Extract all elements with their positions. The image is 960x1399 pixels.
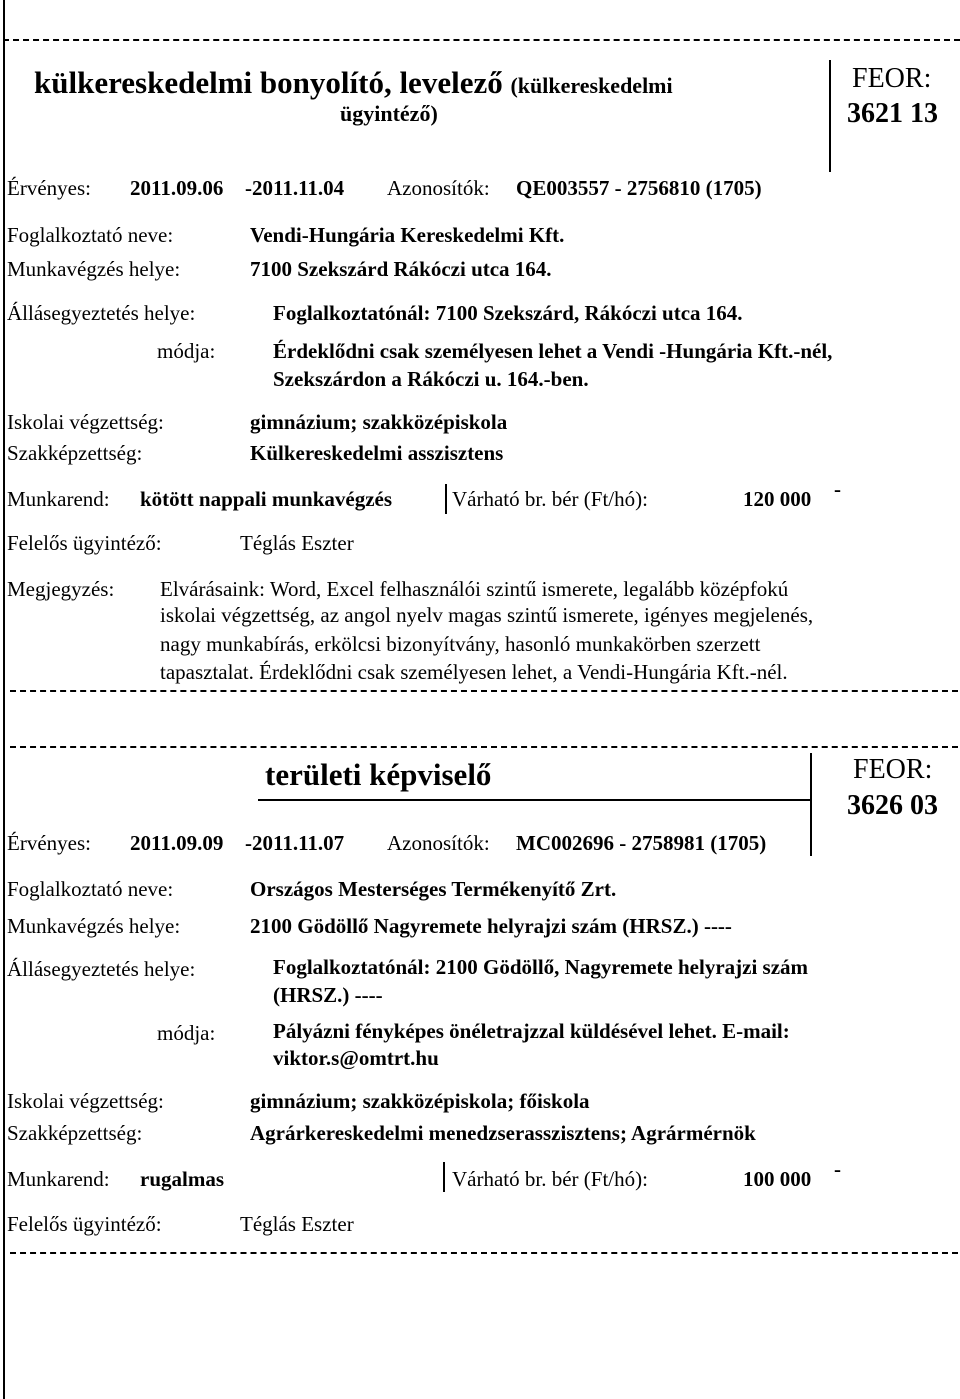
job2-employer-label: Foglalkoztató neve: xyxy=(7,877,174,901)
job2-id-label: Azonosítók: xyxy=(387,831,490,855)
job2-interview-line1: Foglalkoztatónál: 2100 Gödöllő, Nagyremete helyrajzi szám xyxy=(273,955,809,979)
job2-bottom-divider xyxy=(10,1252,958,1254)
job1-method-line2: Szekszárdon a Rákóczi u. 164.-ben. xyxy=(273,367,589,391)
job1-salary-dash: - xyxy=(834,477,841,501)
job1-feor-label: FEOR: xyxy=(852,63,932,94)
job1-method-label: módja: xyxy=(157,339,216,363)
job2-salary-dash: - xyxy=(834,1157,841,1181)
job2-salary: 100 000 xyxy=(743,1167,812,1191)
job1-note-line4: tapasztalat. Érdeklődni csak személyesen lehet, a Vendi-Hungária Kft.-nél. xyxy=(160,660,788,684)
job1-employer-label: Foglalkoztató neve: xyxy=(7,223,174,247)
job1-note-line3: nagy munkabírás, erkölcsi bizonyítvány, hasonló munkakörben szerzett xyxy=(160,632,761,656)
job2-title-underline xyxy=(258,799,811,801)
job1-title-paren: (külkereskedelmi xyxy=(510,73,673,98)
job1-note-label: Megjegyzés: xyxy=(7,577,115,601)
job1-salary-divider xyxy=(445,484,447,514)
job2-employer: Országos Mesterséges Termékenyítő Zrt. xyxy=(250,877,617,901)
job2-salary-label: Várható br. bér (Ft/hó): xyxy=(452,1167,648,1191)
job1-salary-label: Várható br. bér (Ft/hó): xyxy=(452,487,648,511)
job1-officer: Téglás Eszter xyxy=(240,531,354,555)
job1-id: QE003557 - 2756810 (1705) xyxy=(516,176,762,200)
job1-workplace: 7100 Szekszárd Rákóczi utca 164. xyxy=(250,257,552,281)
left-border xyxy=(3,0,5,1399)
job1-officer-label: Felelős ügyintéző: xyxy=(7,531,162,555)
job2-education-label: Iskolai végzettség: xyxy=(7,1089,164,1113)
job2-qualification-label: Szakképzettség: xyxy=(7,1121,143,1145)
job1-bottom-divider xyxy=(10,690,958,692)
job2-officer: Téglás Eszter xyxy=(240,1212,354,1236)
job2-feor-divider xyxy=(810,753,812,856)
job2-valid-to: -2011.11.07 xyxy=(245,831,345,855)
job1-valid-to: -2011.11.04 xyxy=(245,176,345,200)
job1-interview-place: Foglalkoztatónál: 7100 Szekszárd, Rákóczi utca 164. xyxy=(273,301,743,325)
top-dashed-divider xyxy=(3,39,960,41)
job2-education: gimnázium; szakközépiskola; főiskola xyxy=(250,1089,590,1113)
job1-feor-code: 3621 13 xyxy=(847,98,938,129)
job2-method-label: módja: xyxy=(157,1021,216,1045)
job1-title-line2: ügyintéző) xyxy=(340,101,438,126)
job1-note-line1: Elvárásaink: Word, Excel felhasználói szintű ismerete, legalább középfokú xyxy=(160,577,789,601)
job1-method-line1: Érdeklődni csak személyesen lehet a Vendi -Hungária Kft.-nél, xyxy=(273,339,833,363)
job1-salary: 120 000 xyxy=(743,487,812,511)
job1-education-label: Iskolai végzettség: xyxy=(7,410,164,434)
job1-interview-label: Állásegyeztetés helye: xyxy=(7,301,196,325)
job2-valid-from: 2011.09.09 xyxy=(130,831,224,855)
job1-feor-divider xyxy=(829,60,831,172)
job1-qualification-label: Szakképzettség: xyxy=(7,441,143,465)
job1-schedule-label: Munkarend: xyxy=(7,487,110,511)
job1-schedule: kötött nappali munkavégzés xyxy=(140,487,393,511)
job1-valid-from: 2011.09.06 xyxy=(130,176,224,200)
job2-method-line2: viktor.s@omtrt.hu xyxy=(273,1046,439,1070)
job2-qualification: Agrárkereskedelmi menedzserasszisztens; Agrármérnök xyxy=(250,1121,756,1145)
job2-salary-divider xyxy=(443,1162,445,1192)
job2-title: területi képviselő xyxy=(265,757,492,792)
job2-top-divider xyxy=(10,746,958,748)
job2-interview-label: Állásegyeztetés helye: xyxy=(7,957,196,981)
job2-id: MC002696 - 2758981 (1705) xyxy=(516,831,767,855)
job2-feor-label: FEOR: xyxy=(853,754,933,785)
job1-workplace-label: Munkavégzés helye: xyxy=(7,257,181,281)
job2-schedule: rugalmas xyxy=(140,1167,224,1191)
job2-schedule-label: Munkarend: xyxy=(7,1167,110,1191)
job1-qualification: Külkereskedelmi asszisztens xyxy=(250,441,504,465)
job2-valid-label: Érvényes: xyxy=(7,831,91,855)
job1-note-line2: iskolai végzettség, az angol nyelv magas szintű ismerete, igényes megjelenés, xyxy=(160,603,814,627)
job2-workplace-label: Munkavégzés helye: xyxy=(7,914,181,938)
job1-id-label: Azonosítók: xyxy=(387,176,490,200)
job2-feor-code: 3626 03 xyxy=(847,790,938,821)
job2-method-line1: Pályázni fényképes önéletrajzzal küldésével lehet. E-mail: xyxy=(273,1019,790,1043)
job2-workplace: 2100 Gödöllő Nagyremete helyrajzi szám (HRSZ.) ---- xyxy=(250,914,732,938)
job1-title-main: külkereskedelmi bonyolító, levelező xyxy=(34,65,503,100)
job2-interview-line2: (HRSZ.) ---- xyxy=(273,983,383,1007)
job1-valid-label: Érvényes: xyxy=(7,176,91,200)
job1-education: gimnázium; szakközépiskola xyxy=(250,410,508,434)
job1-title xyxy=(34,65,673,101)
job2-officer-label: Felelős ügyintéző: xyxy=(7,1212,162,1236)
job1-employer: Vendi-Hungária Kereskedelmi Kft. xyxy=(250,223,565,247)
